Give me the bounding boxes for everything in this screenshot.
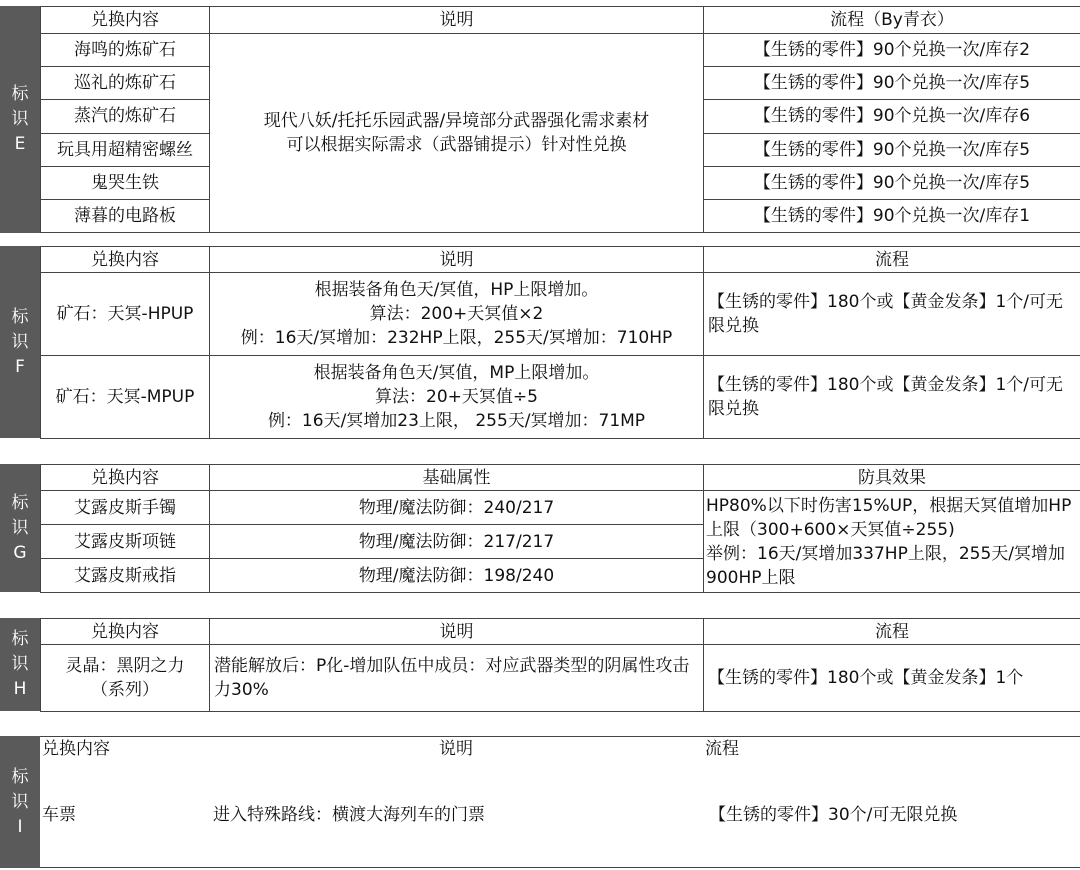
flow-cell: 【生锈的零件】180个或【黄金发条】1个/可无限兑换 bbox=[704, 356, 1080, 439]
description-line: 现代八妖/托托乐园武器/异境部分武器强化需求素材 bbox=[263, 111, 650, 132]
header-cell: 兑换内容 bbox=[41, 247, 210, 273]
header-cell: 兑换内容 bbox=[41, 619, 210, 645]
effect-cell bbox=[704, 491, 1080, 593]
header-cell: 兑换内容 bbox=[41, 7, 210, 34]
section-g bbox=[0, 464, 1080, 592]
flow-cell: 【生锈的零件】90个兑换一次/库存5 bbox=[704, 133, 1080, 166]
section-f-table bbox=[40, 246, 1080, 439]
header-cell: 说明 bbox=[439, 739, 473, 759]
section-h-table bbox=[40, 618, 1080, 712]
formula-line: 算法：20+天冥值÷5 bbox=[375, 387, 538, 407]
table-row bbox=[40, 762, 1080, 868]
header-cell: 流程 bbox=[704, 619, 1080, 645]
item-cell: 玩具用超精密螺丝 bbox=[41, 133, 210, 166]
header-cell: 兑换内容 bbox=[42, 739, 110, 759]
flow-cell: 【生锈的零件】90个兑换一次/库存1 bbox=[704, 199, 1080, 232]
description-cell: 潜能解放后：P化-增加队伍中成员：对应武器类型的阴属性攻击力30% bbox=[210, 645, 704, 712]
description-line: 根据装备角色天/冥值，MP上限增加。 bbox=[313, 363, 600, 383]
table-header-row bbox=[41, 619, 1080, 645]
effect-example-line: 举例：16天/冥增加337HP上限，255天/冥增加900HP上限 bbox=[706, 543, 1066, 588]
header-cell: 防具效果 bbox=[704, 465, 1080, 491]
flow-cell: 【生锈的零件】90个兑换一次/库存6 bbox=[704, 100, 1080, 133]
description-line: 根据装备角色天/冥值，HP上限增加。 bbox=[314, 280, 599, 300]
attribute-cell: 物理/魔法防御：198/240 bbox=[210, 559, 704, 593]
item-cell: 海鸣的炼矿石 bbox=[41, 34, 210, 67]
section-h-side-label: 标识H bbox=[0, 618, 40, 711]
section-f bbox=[0, 246, 1080, 438]
table-header-row bbox=[41, 247, 1080, 273]
flow-cell: 【生锈的零件】90个兑换一次/库存5 bbox=[704, 67, 1080, 100]
table-row bbox=[41, 645, 1080, 712]
header-cell: 流程（By青衣） bbox=[704, 7, 1080, 34]
description-cell bbox=[210, 34, 704, 233]
item-cell: 矿石：天冥-HPUP bbox=[41, 273, 210, 356]
section-f-side-label: 标识F bbox=[0, 246, 40, 438]
item-cell: 鬼哭生铁 bbox=[41, 166, 210, 199]
section-e-side-label: 标识E bbox=[0, 6, 40, 233]
flow-cell: 【生锈的零件】90个兑换一次/库存2 bbox=[704, 34, 1080, 67]
section-g-side-label: 标识G bbox=[0, 464, 40, 592]
formula-line: 算法：200+天冥值×2 bbox=[369, 304, 544, 324]
flow-cell: 【生锈的零件】90个兑换一次/库存5 bbox=[704, 166, 1080, 199]
description-cell: 进入特殊路线：横渡大海列车的门票 bbox=[213, 805, 485, 825]
item-cell: 巡礼的炼矿石 bbox=[41, 67, 210, 100]
section-i-table bbox=[40, 736, 1080, 868]
table-header-row bbox=[40, 736, 1080, 762]
table-header-row bbox=[41, 465, 1080, 491]
header-cell: 基础属性 bbox=[210, 465, 704, 491]
description-cell bbox=[210, 273, 704, 356]
flow-cell: 【生锈的零件】180个或【黄金发条】1个 bbox=[704, 645, 1080, 712]
table-row bbox=[41, 34, 1080, 67]
attribute-cell: 物理/魔法防御：217/217 bbox=[210, 525, 704, 559]
item-cell: 艾露皮斯手镯 bbox=[41, 491, 210, 525]
item-cell: 矿石：天冥-MPUP bbox=[41, 356, 210, 439]
description-cell bbox=[210, 356, 704, 439]
section-h bbox=[0, 618, 1080, 711]
attribute-cell: 物理/魔法防御：240/217 bbox=[210, 491, 704, 525]
section-e-table bbox=[40, 6, 1080, 233]
table-row bbox=[41, 273, 1080, 356]
item-line: 灵晶：黑阴之力 bbox=[65, 656, 185, 676]
table-header-row bbox=[41, 7, 1080, 34]
item-cell bbox=[41, 645, 210, 712]
header-cell: 流程 bbox=[704, 247, 1080, 273]
item-cell: 薄暮的电路板 bbox=[41, 199, 210, 232]
table-row bbox=[41, 356, 1080, 439]
header-cell: 说明 bbox=[210, 7, 704, 34]
example-line: 例：16天/冥增加：232HP上限，255天/冥增加：710HP bbox=[240, 328, 673, 348]
item-cell: 艾露皮斯项链 bbox=[41, 525, 210, 559]
flow-cell: 【生锈的零件】180个或【黄金发条】1个/可无限兑换 bbox=[704, 273, 1080, 356]
section-i-bottom-rule bbox=[40, 867, 1080, 868]
header-cell: 兑换内容 bbox=[41, 465, 210, 491]
table-row bbox=[41, 491, 1080, 525]
example-line: 例：16天/冥增加23上限， 255天/冥增加：71MP bbox=[267, 411, 646, 431]
description-line: 可以根据实际需求（武器铺提示）针对性兑换 bbox=[286, 135, 627, 156]
header-cell: 说明 bbox=[210, 619, 704, 645]
section-i-side-label: 标识I bbox=[0, 736, 40, 868]
flow-cell: 【生锈的零件】30个/可无限兑换 bbox=[709, 805, 958, 825]
section-i bbox=[0, 736, 1080, 868]
item-line: （系列） bbox=[91, 680, 159, 700]
header-cell: 说明 bbox=[210, 247, 704, 273]
item-cell: 蒸汽的炼矿石 bbox=[41, 100, 210, 133]
item-cell: 车票 bbox=[42, 805, 76, 825]
effect-line: HP80%以下时伤害15%UP，根据天冥值增加HP上限（300+600×天冥值÷255) bbox=[706, 495, 1072, 540]
section-e bbox=[0, 6, 1080, 233]
section-g-table bbox=[40, 464, 1080, 593]
item-cell: 艾露皮斯戒指 bbox=[41, 559, 210, 593]
header-cell: 流程 bbox=[705, 739, 739, 759]
